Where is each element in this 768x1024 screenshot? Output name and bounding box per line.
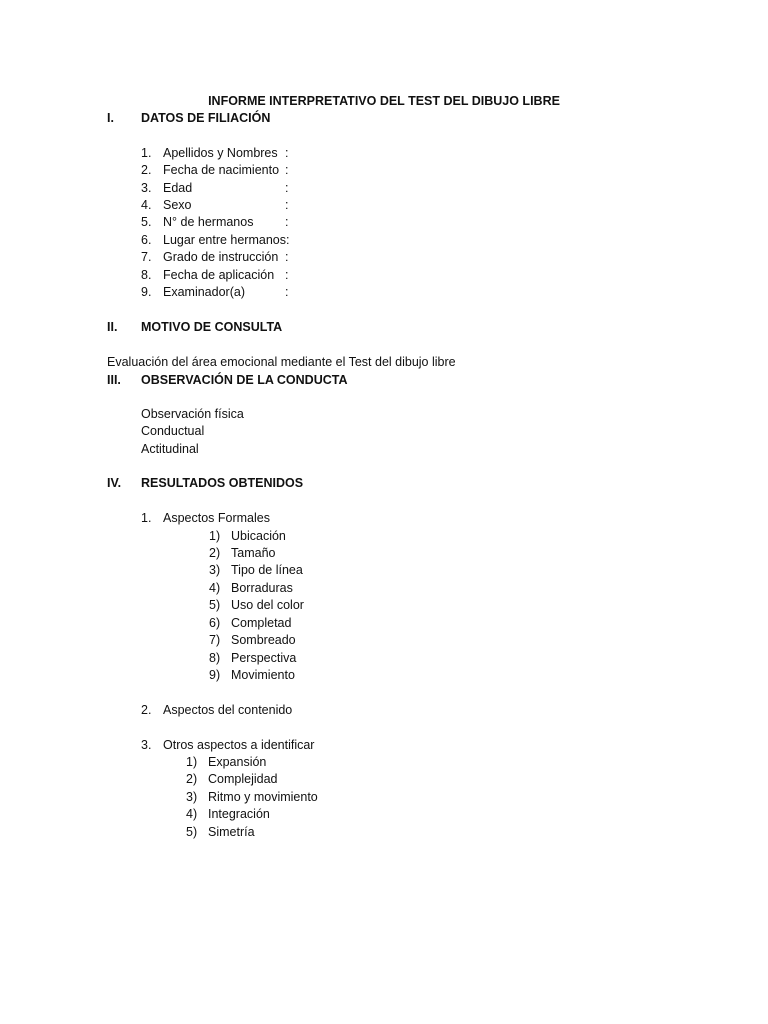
section-3-heading: OBSERVACIÓN DE LA CONDUCTA — [141, 373, 348, 387]
field-number: 9. — [141, 285, 152, 299]
item-label: Expansión — [208, 755, 267, 769]
field-number: 8. — [141, 268, 152, 282]
field-colon: : — [285, 268, 289, 282]
field-number: 6. — [141, 233, 152, 247]
section-4-numeral: IV. — [107, 476, 122, 490]
field-colon: : — [285, 198, 289, 212]
observation-item: Observación física — [141, 407, 244, 421]
field-label: Lugar entre hermanos: — [163, 233, 290, 247]
field-label: Examinador(a) — [163, 285, 245, 299]
part-number: 2. — [141, 703, 152, 717]
section-3-numeral: III. — [107, 373, 121, 387]
consultation-reason-text: Evaluación del área emocional mediante el Test del dibujo libre — [107, 355, 456, 369]
field-colon: : — [285, 163, 289, 177]
item-label: Complejidad — [208, 772, 278, 786]
field-number: 7. — [141, 250, 152, 264]
field-number: 5. — [141, 215, 152, 229]
section-2-numeral: II. — [107, 320, 118, 334]
section-2-heading: MOTIVO DE CONSULTA — [141, 320, 283, 334]
item-label: Borraduras — [231, 581, 293, 595]
field-colon: : — [285, 181, 289, 195]
item-label: Ritmo y movimiento — [208, 790, 318, 804]
field-label: Sexo — [163, 198, 192, 212]
field-number: 3. — [141, 181, 152, 195]
field-label: Grado de instrucción — [163, 250, 279, 264]
field-number: 4. — [141, 198, 152, 212]
item-label: Uso del color — [231, 598, 304, 612]
field-colon: : — [285, 215, 289, 229]
item-number: 5) — [209, 598, 221, 612]
field-label: N° de hermanos — [163, 215, 254, 229]
field-label: Fecha de nacimiento — [163, 163, 280, 177]
part-number: 1. — [141, 511, 152, 525]
item-label: Perspectiva — [231, 651, 297, 665]
item-number: 2) — [209, 546, 221, 560]
field-colon: : — [285, 146, 289, 160]
item-label: Simetría — [208, 825, 255, 839]
part-number: 3. — [141, 738, 152, 752]
item-label: Completad — [231, 616, 292, 630]
section-1-heading: DATOS DE FILIACIÓN — [141, 111, 271, 125]
item-number: 1) — [209, 529, 221, 543]
section-4-heading: RESULTADOS OBTENIDOS — [141, 476, 304, 490]
observation-item: Actitudinal — [141, 442, 199, 456]
field-colon: : — [285, 285, 289, 299]
item-number: 4) — [209, 581, 221, 595]
field-label: Fecha de aplicación — [163, 268, 275, 282]
item-label: Sombreado — [231, 633, 296, 647]
part-label: Otros aspectos a identificar — [163, 738, 315, 752]
field-label: Apellidos y Nombres — [163, 146, 278, 160]
item-number: 7) — [209, 633, 221, 647]
field-label: Edad — [163, 181, 193, 195]
part-label: Aspectos del contenido — [163, 703, 293, 717]
item-label: Tipo de línea — [231, 563, 303, 577]
item-number: 5) — [186, 825, 198, 839]
item-number: 1) — [186, 755, 198, 769]
item-number: 3) — [186, 790, 198, 804]
field-number: 1. — [141, 146, 152, 160]
item-number: 3) — [209, 563, 221, 577]
observation-item: Conductual — [141, 424, 205, 438]
field-number: 2. — [141, 163, 152, 177]
item-label: Integración — [208, 807, 270, 821]
item-number: 8) — [209, 651, 221, 665]
part-label: Aspectos Formales — [163, 511, 270, 525]
item-number: 9) — [209, 668, 221, 682]
item-label: Tamaño — [231, 546, 276, 560]
item-number: 2) — [186, 772, 198, 786]
report-title: INFORME INTERPRETATIVO DEL TEST DEL DIBUJO LIBRE — [208, 94, 560, 108]
item-label: Movimiento — [231, 668, 295, 682]
item-label: Ubicación — [231, 529, 286, 543]
field-colon: : — [285, 250, 289, 264]
item-number: 4) — [186, 807, 198, 821]
item-number: 6) — [209, 616, 221, 630]
section-1-numeral: I. — [107, 111, 114, 125]
